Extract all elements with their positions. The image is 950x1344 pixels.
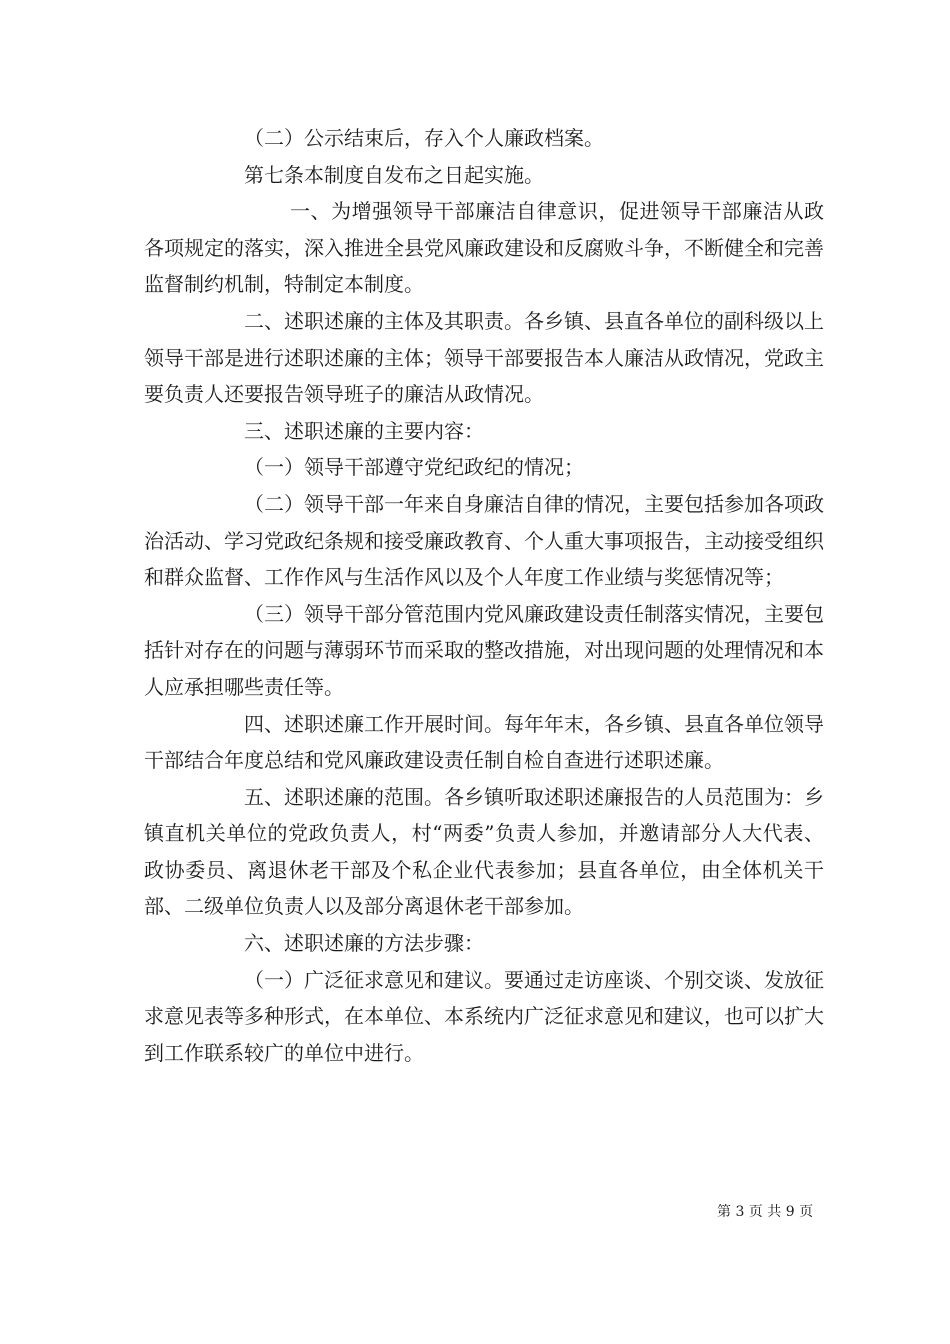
paragraph-7: （二）领导干部一年来自身廉洁自律的情况，主要包括参加各项政治活动、学习党政纪条规和接受廉政教育、个人重大事项报告，主动接受组织和群众监督、工作作风与生活作风以及个人年度工作业绩与奖惩情况等；: [144, 491, 824, 590]
paragraph-9: 四、述职述廉工作开展时间。每年年末，各乡镇、县直各单位领导干部结合年度总结和党风廉政建设责任制自检自查进行述职述廉。: [144, 711, 824, 773]
paragraph-10: 五、述职述廉的范围。各乡镇听取述职述廉报告的人员范围为：乡镇直机关单位的党政负责人，村“两委”负责人参加，并邀请部分人大代表、政协委员、离退休老干部及个私企业代表参加；县直各单位，由全体机关干部、二级单位负责人以及部分离退休老干部参加。: [144, 784, 824, 919]
paragraph-5: 三、述职述廉的主要内容：: [244, 418, 484, 443]
paragraph-2: 第七条本制度自发布之日起实施。: [244, 162, 544, 187]
paragraph-1: （二）公示结束后，存入个人廉政档案。: [244, 126, 604, 150]
paragraph-6: （一）领导干部遵守党纪政纪的情况；: [244, 455, 584, 480]
paragraph-12: （一）广泛征求意见和建议。要通过走访座谈、个别交谈、发放征求意见表等多种形式，在本单位、本系统内广泛征求意见和建议，也可以扩大到工作联系较广的单位中进行。: [144, 967, 824, 1065]
page-number-footer: 第 3 页 共 9 页: [717, 1204, 814, 1220]
paragraph-8: （三）领导干部分管范围内党风廉政建设责任制落实情况，主要包括针对存在的问题与薄弱环节而采取的整改措施，对出现问题的处理情况和本人应承担哪些责任等。: [144, 601, 824, 699]
paragraph-11: 六、述职述廉的方法步骤：: [244, 931, 484, 956]
paragraph-3: 一、为增强领导干部廉洁自律意识，促进领导干部廉洁从政各项规定的落实，深入推进全县党风廉政建设和反腐败斗争，不断健全和完善监督制约机制，特制定本制度。: [144, 199, 824, 297]
paragraph-4: 二、述职述廉的主体及其职责。各乡镇、县直各单位的副科级以上领导干部是进行述职述廉的主体；领导干部要报告本人廉洁从政情况，党政主要负责人还要报告领导班子的廉洁从政情况。: [144, 308, 824, 407]
body-text: [144, 120, 824, 1071]
